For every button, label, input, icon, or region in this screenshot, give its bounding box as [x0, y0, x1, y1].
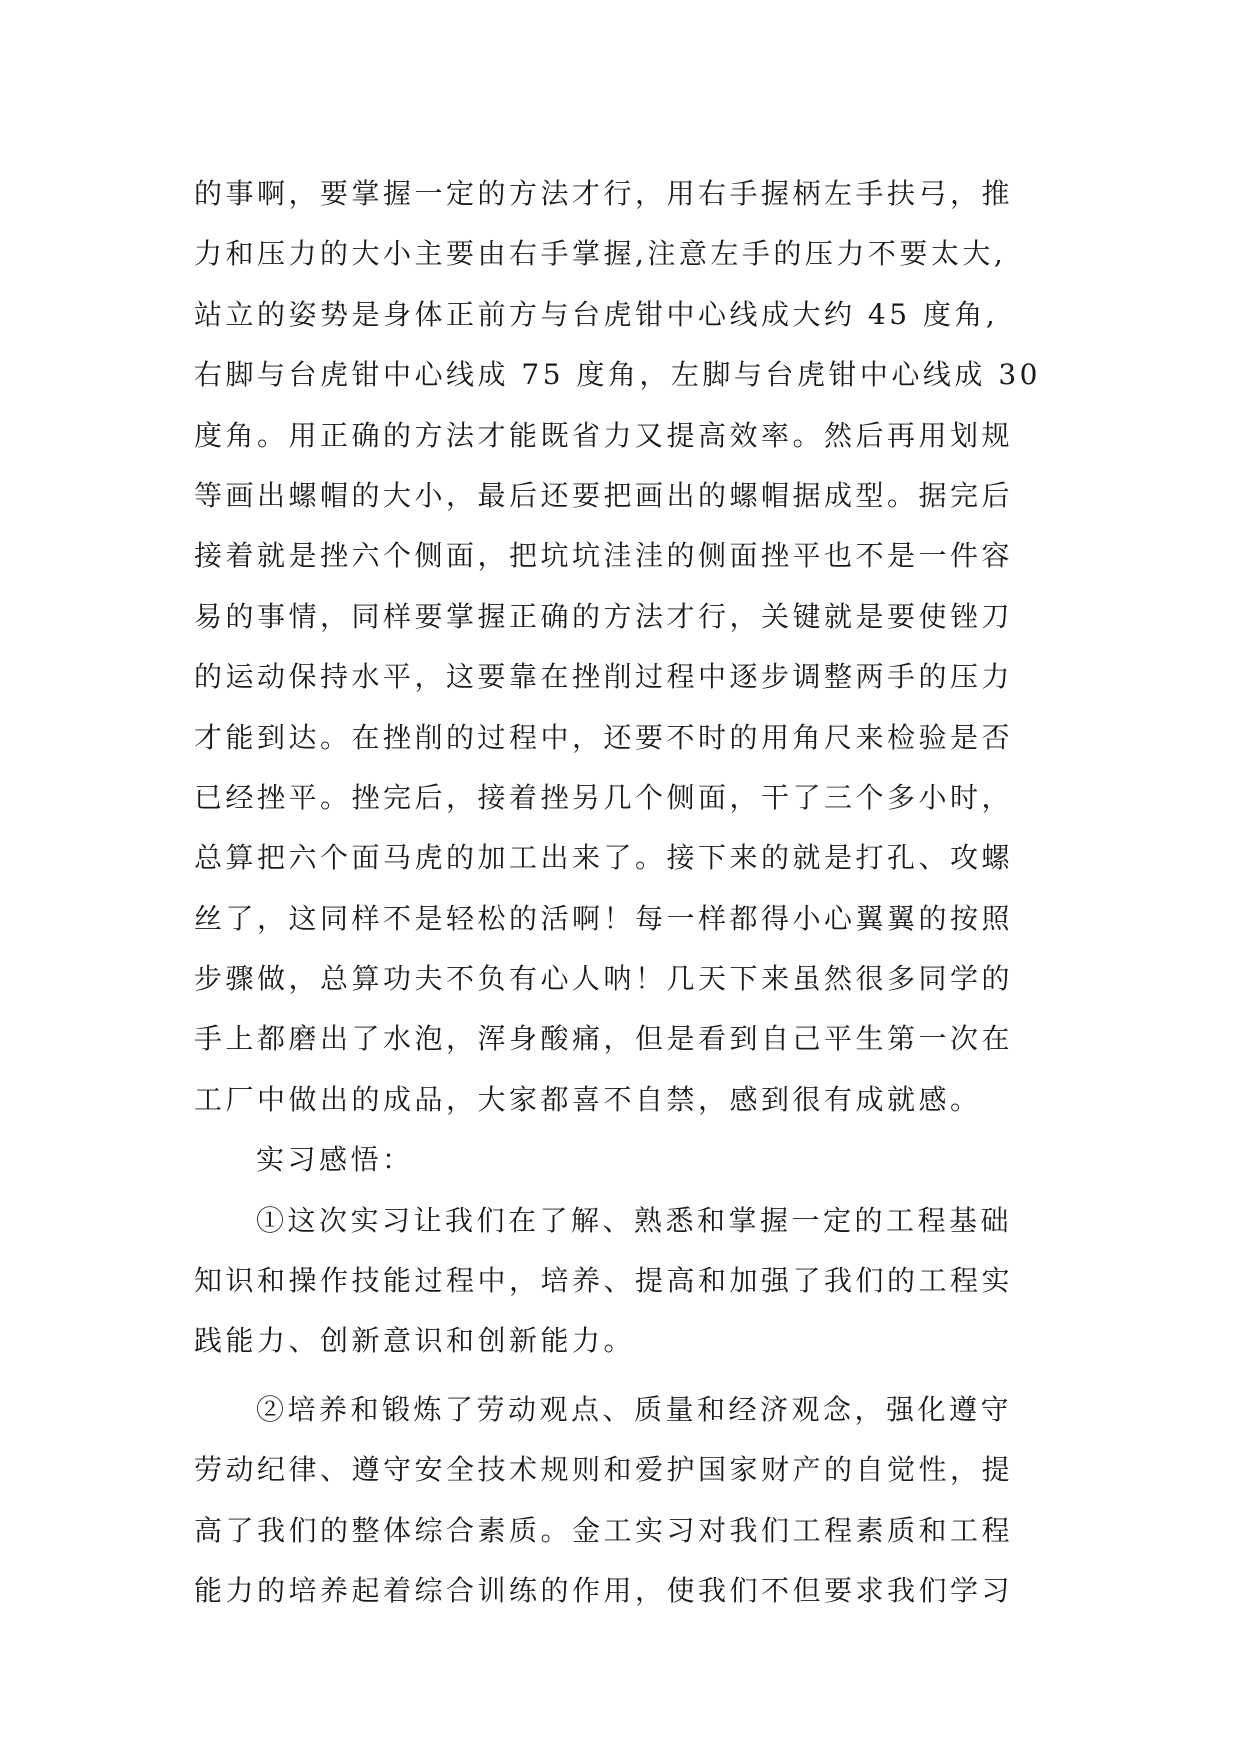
paragraph-line: 接着就是挫六个侧面，把坑坑洼洼的侧面挫平也不是一件容: [194, 539, 1014, 573]
section-heading: 实习感悟：: [256, 1143, 414, 1177]
body-text: [194, 164, 1074, 1621]
paragraph-line: 力和压力的大小主要由右手掌握,注意左手的压力不要太大,: [194, 237, 1007, 271]
paragraph-line: 丝了，这同样不是轻松的活啊！每一样都得小心翼翼的按照: [194, 901, 1014, 935]
paragraph-line: 度角。用正确的方法才能既省力又提高效率。然后再用划规: [194, 418, 1014, 452]
point-2-line: 能力的培养起着综合训练的作用，使我们不但要求我们学习: [194, 1573, 1014, 1607]
paragraph-line: 总算把六个面马虎的加工出来了。接下来的就是打孔、攻螺: [194, 841, 1014, 875]
paragraph-line: 等画出螺帽的大小，最后还要把画出的螺帽据成型。据完后: [194, 478, 1014, 512]
point-2-line: ②培养和锻炼了劳动观点、质量和经济观念，强化遵守: [256, 1392, 1013, 1426]
point-1-line: 知识和操作技能过程中，培养、提高和加强了我们的工程实: [194, 1264, 1014, 1298]
paragraph-line: 步骤做，总算功夫不负有心人呐！几天下来虽然很多同学的: [194, 962, 1014, 996]
paragraph-line: 工厂中做出的成品，大家都喜不自禁，感到很有成就感。: [194, 1082, 982, 1116]
point-1-line: ①这次实习让我们在了解、熟悉和掌握一定的工程基础: [256, 1203, 1013, 1237]
paragraph-line: 右脚与台虎钳中心线成 75 度角，左脚与台虎钳中心线成 30: [194, 358, 1041, 392]
paragraph-line: 的运动保持水平，这要靠在挫削过程中逐步调整两手的压力: [194, 660, 1014, 694]
point-1-line: 践能力、创新意识和创新能力。: [194, 1324, 636, 1358]
point-2-line: 劳动纪律、遵守安全技术规则和爱护国家财产的自觉性，提: [194, 1453, 1014, 1487]
paragraph-line: 才能到达。在挫削的过程中，还要不时的用角尺来检验是否: [194, 720, 1014, 754]
paragraph-line: 已经挫平。挫完后，接着挫另几个侧面，干了三个多小时，: [194, 780, 1014, 814]
point-2-line: 高了我们的整体综合素质。金工实习对我们工程素质和工程: [194, 1513, 1014, 1547]
paragraph-line: 易的事情，同样要掌握正确的方法才行，关键就是要使锉刀: [194, 599, 1014, 633]
paragraph-line: 的事啊，要掌握一定的方法才行，用右手握柄左手扶弓，推: [194, 177, 1014, 210]
paragraph-line: 站立的姿势是身体正前方与台虎钳中心线成大约 45 度角,: [194, 297, 999, 331]
paragraph-line: 手上都磨出了水泡，浑身酸痛，但是看到自己平生第一次在: [194, 1022, 1014, 1056]
